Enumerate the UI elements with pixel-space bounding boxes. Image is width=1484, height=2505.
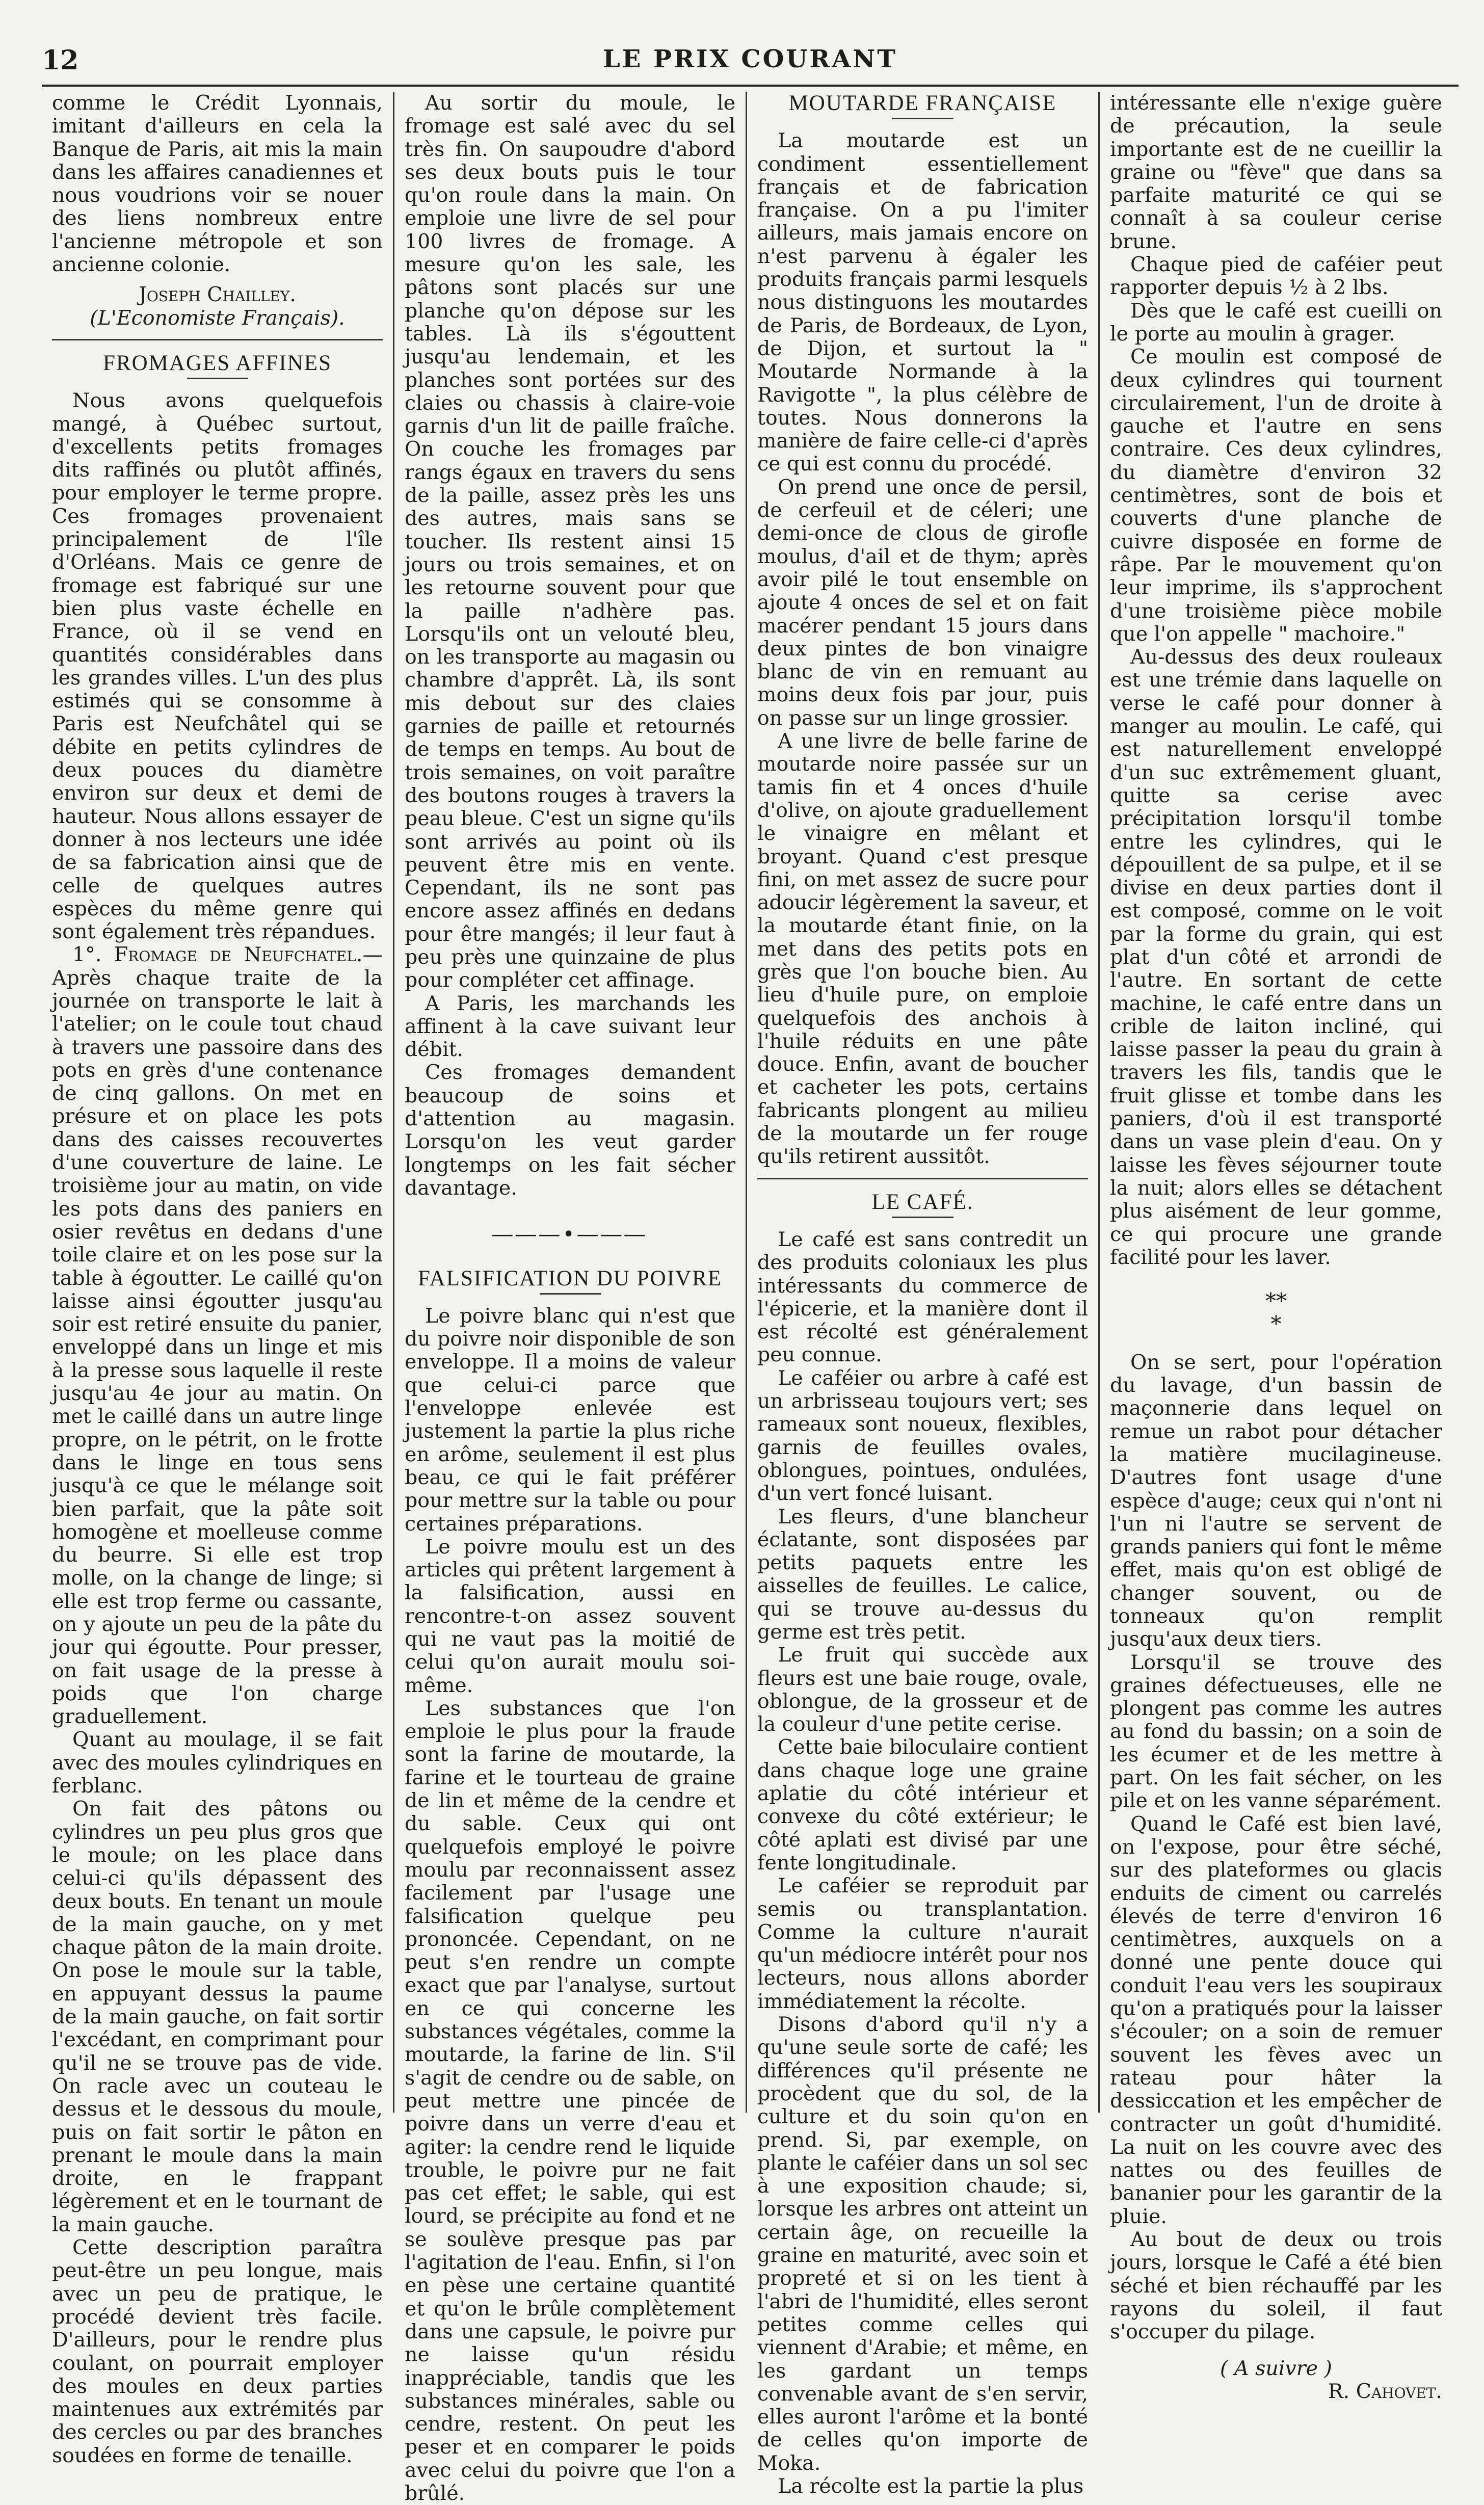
article-paragraph: Ces fromages demandent beaucoup de soins et d'attention au magasin. Lorsqu'on les veut garder longtemps on les fait sécher davantage. [405, 1061, 735, 1200]
subsection-title: 1°. Fromage de Neufchatel.— [72, 943, 383, 967]
ornament-divider: ―――•――― [492, 1223, 648, 1247]
article-paragraph: Le caféier se reproduit par semis ou transplantation. Comme la culture n'aurait qu'un médiocre intérêt pour nos lecteurs, nous allons aborder immédiatement la récolte. [757, 1874, 1088, 2013]
heading-rule [892, 118, 953, 119]
heading-rule [540, 1293, 601, 1295]
article-paragraph [52, 943, 383, 1728]
article-paragraph: On se sert, pour l'opération du lavage, d'un bassin de maçonnerie dans lequel on remue un rabot pour détacher la matière mucilagineuse. D'autres font usage d'une espèce d'auge; ceux qui n'ont ni l'un ni l'autre se servent de grands paniers qui font le même effet, mais qu'on est obligé de changer souvent, ou de tonneaux qu'on remplit jusqu'aux deux tiers. [1110, 1350, 1442, 1651]
section-rule [52, 339, 383, 340]
column-3 [747, 91, 1100, 2498]
article-heading: FALSIFICATION DU POIVRE [417, 1266, 723, 1290]
column-2 [394, 91, 747, 2505]
page-number: 12 [42, 45, 79, 76]
article-paragraph: Disons d'abord qu'il n'y a qu'une seule sorte de café; les différences qu'il présente ne procèdent que du sol, de la culture et du soin qu'on en prend. Si, par exemple, on plante le caféier dans un sol sec à une exposition chaude; si, lorsque les arbres ont atteint un certain âge, on recueille la graine en maturité, avec soin et propreté et si on les tient à l'abri de l'humidité, elles seront petites comme celles qui viennent d'Arabie; et même, en les gardant un temps convenable avant de s'en servir, elles auront l'arôme et la bonté de celles qu'on importe de Moka. [757, 2013, 1088, 2475]
article-paragraph: Ce moulin est composé de deux cylindres qui tournent circulairement, l'un de droite à gauche et l'autre en sens contraire. Ces deux cylindres, du diamètre d'environ 32 centimètres, sont de bois et couverts d'une planche de cuivre disposée en forme de râpe. Par le mouvement qu'on leur imprime, ils s'approchent d'une troisième pièce mobile que l'on appelle " machoire." [1110, 345, 1442, 646]
article-paragraph: Au bout de deux ou trois jours, lorsque le Café a été bien séché et bien réchauffé par les rayons du soleil, il faut s'occuper du pilage. [1110, 2228, 1442, 2344]
article-heading: LE CAFÉ. [871, 1190, 974, 1214]
article-paragraph: intéressante elle n'exige guère de précaution, la seule importante est de ne cueillir la graine ou "fève" que dans sa parfaite maturité ce qui se connaît à sa couleur cerise brune. [1110, 91, 1442, 253]
asterism-divider: ** * [1265, 1288, 1287, 1337]
article-paragraph: On prend une once de persil, de cerfeuil et de céleri; une demi-once de clous de girofle moulus, d'ail et de thym; après avoir pilé le tout ensemble on ajoute 4 onces de sel et on fait macérer pendant 15 jours dans deux pintes de bon vinaigre blanc de vin en remuant au moins deux fois par jour, puis on passe sur un linge grossier. [757, 475, 1088, 730]
article-paragraph: A une livre de belle farine de moutarde noire passée sur un tamis fin et 4 onces d'huile d'olive, on ajoute graduellement le vinaigre en mêlant et broyant. Quand c'est presque fini, on met assez de sucre pour adoucir légèrement la saveur, et la moutarde étant finie, on la met dans des petits pots en grès que l'on bouche bien. Au lieu d'huile pure, on emploie quelquefois des anchois à l'huile réduits en une pâte douce. Enfin, avant de boucher et cacheter les pots, certains fabricants plongent au milieu de la moutarde un fer rouge qu'ils retirent aussitôt. [757, 729, 1088, 1169]
article-paragraph: Le poivre moulu est un des articles qui prêtent largement à la falsification, aussi en rencontre-t-on assez souvent qui ne vaut pas la moitié de celui qu'on aurait moulu soi-même. [405, 1535, 735, 1697]
article-paragraph: Dès que le café est cueilli on le porte au moulin à grager. [1110, 299, 1442, 346]
article-paragraph: Cette baie biloculaire contient dans chaque loge une graine aplatie du côté intérieur et convexe du côté extérieur; le côté aplati est divisé par une fente longitudinale. [757, 1735, 1088, 1875]
paragraph-text: Après chaque traite de la journée on transporte le lait à l'atelier; on le coule tout chaud à travers une passoire dans des pots en grès d'une contenance de cinq gallons. On met en présure et on place les pots dans des caisses recouvertes d'une couverture de laine. Le troisième jour au matin, on vide les pots dans des paniers en osier revêtus en dedans d'une toile claire et on les pose sur la table à égoutter. Le caillé qu'on laisse ainsi égoutter jusqu'au soir est retiré ensuite du panier, enveloppé dans un linge et mis à la presse sous laquelle il reste jusqu'au 4e jour au matin. On met le caillé dans un autre linge propre, on le pétrit, on le frotte dans le linge en tous sens jusqu'à ce que le mélange soit bien parfait, que la pâte soit homogène et moelleuse comme du beurre. Si elle est trop molle, on la change de linge; si elle est trop ferme ou cassante, on y ajoute un peu de la pâte du jour qui égoutte. Pour presser, on fait usage de la presse à poids que l'on charge graduellement. [52, 966, 383, 1729]
article-paragraph: Le poivre blanc qui n'est que du poivre noir disponible de son enveloppe. Il a moins de valeur que celui-ci parce que l'enveloppe enlevée est justement la partie la plus riche en arôme, seulement il est plus beau, ce qui le fait préférer pour mettre sur la table ou pour certaines préparations. [405, 1304, 735, 1536]
article-heading: FROMAGES AFFINES [103, 351, 332, 375]
article-paragraph: Chaque pied de caféier peut rapporter depuis ½ à 2 lbs. [1110, 253, 1442, 300]
header-rule [42, 85, 1459, 87]
columns [42, 91, 1453, 2505]
continued-note: ( A suivre ) [1220, 2356, 1332, 2380]
article-paragraph: Les fleurs, d'une blancheur éclatante, sont disposées par petits paquets entre les aisselles de feuilles. Le calice, qui se trouve au-dessus du germe est très petit. [757, 1505, 1088, 1644]
article-paragraph: Au-dessus des deux rouleaux est une trémie dans laquelle on verse le café pour donner à manger au moulin. Le café, qui est naturellement enveloppé d'un suc extrêmement gluant, quitte sa cerise avec précipitation lorsqu'il tombe entre les cylindres, qui le dépouillent de sa pulpe, et il se divise en deux parties dont il est composé, comme on le voit par la forme du grain, qui est plat d'un côté et arrondi de l'autre. En sortant de cette machine, le café entre dans un crible de laiton incliné, qui laisse passer la peau du grain à travers les fils, tandis que le fruit glisse et tombe dans les paniers, d'où il est transporté dans un vase plein d'eau. On y laisse les fèves séjourner toute la nuit; alors elles se détachent plus aisément de leur gomme, ce qui procure une grande facilité pour les laver. [1110, 645, 1442, 1269]
article-paragraph: Le café est sans contredit un des produits coloniaux les plus intéressants du commerce de l'épicerie, et la manière dont il est récolté est généralement peu connue. [757, 1227, 1088, 1367]
article-paragraph: Le fruit qui succède aux fleurs est une baie rouge, ovale, oblongue, de la grosseur et de la couleur d'une petite cerise. [757, 1643, 1088, 1736]
article-paragraph: Les substances que l'on emploie le plus pour la fraude sont la farine de moutarde, la farine et le tourteau de graine de lin et même de la cendre et du sable. Ceux qui ont quelquefois employé le poivre moulu par reconnaissent assez facilement par l'usage une falsification quelque peu prononcée. Cependant, on ne peut s'en rendre un compte exact que par l'analyse, surtout en ce qui concerne les substances végétales, comme la moutarde, la farine de lin. S'il s'agit de cendre ou de sable, on peut mettre une pincée de poivre dans un verre d'eau et agiter: la cendre rend le liquide trouble, le poivre pur ne fait pas cet effet; le sable, qui est lourd, se précipite au fond et ne se soulève presque pas par l'agitation de l'eau. Enfin, si l'on en pèse une certaine quantité et qu'on le brûle complètement dans une capsule, le poivre pur ne laisse qu'un résidu inappréciable, tandis que les substances minérales, sable ou cendre, restent. On peut les peser et en comparer le poids avec celui du poivre que l'on a brûlé. [405, 1696, 735, 2505]
article-paragraph: Cette description paraîtra peut-être un peu longue, mais avec un peu de pratique, le procédé devient très facile. D'ailleurs, pour le rendre plus coulant, on pourrait employer des moules en deux parties maintenues aux extrémités par des cercles ou par des branches soudées en forme de tenaille. [52, 2236, 383, 2467]
article-paragraph: Quant au moulage, il se fait avec des moules cylindriques en ferblanc. [52, 1728, 383, 1798]
column-1 [42, 91, 394, 2467]
article-paragraph: Quand le Café est bien lavé, on l'expose, pour être séché, sur des plateformes ou glacis enduits de ciment ou carrelés élevés de terre d'environ 16 centimètres, auxquels on a donné une pente douce qui conduit l'eau vers les soupiraux qu'on a pratiqués pour la laisser s'écouler; on a soin de remuer souvent les fèves avec un rateau pour hâter la dessiccation et les empêcher de contracter un goût d'humidité. La nuit on les couvre avec des nattes ou des feuilles de bananier pour les garantir de la pluie. [1110, 1812, 1442, 2228]
article-paragraph: Au sortir du moule, le fromage est salé avec du sel très fin. On saupoudre d'abord ses deux bouts puis le tour qu'on roule dans la main. On emploie une livre de sel pour 100 livres de fromage. A mesure qu'on les sale, les pâtons sont placés sur une planche qu'on dépose sur les tables. Là ils s'égouttent jusqu'au lendemain, et les planches sont portées sur des claies ou chassis à claire-voie garnis d'un lit de paille fraîche. On couche les fromages par rangs égaux en travers du sens de la paille, assez près les uns des autres, mais sans se toucher. Ils restent ainsi 15 jours ou trois semaines, et on les retourne souvent pour que la paille n'adhère pas. Lorsqu'ils ont un velouté bleu, on les transporte au magasin ou chambre d'apprêt. Là, ils sont mis debout sur des claies garnies de paille et retournés de temps en temps. Au bout de trois semaines, on voit paraître des boutons rouges à travers la peau bleue. C'est un signe qu'ils sont arrivés au point où ils peuvent être mis en vente. Cependant, ils ne sont pas encore assez affinés en dedans pour être mangés; il leur faut à peu près une quinzaine de plus pour compléter cet affinage. [405, 91, 735, 992]
article-paragraph: comme le Crédit Lyonnais, imitant d'ailleurs en cela la Banque de Paris, ait mis la main dans les affaires canadiennes et nous voudrions voir se nouer des liens nombreux entre l'ancienne métropole et son ancienne colonie. [52, 91, 383, 277]
heading-rule [187, 378, 248, 379]
article-heading: MOUTARDE FRANÇAISE [788, 91, 1057, 115]
source-credit: (L'Economiste Français). [90, 306, 345, 330]
heading-rule [892, 1217, 953, 1218]
article-paragraph: Nous avons quelquefois mangé, à Québec surtout, d'excellents petits fromages dits raffinés ou plutôt affinés, pour employer le terme propre. Ces fromages provenaient principalement de l'île d'Orléans. Mais ce genre de fromage est fabriqué sur une bien plus vaste échelle en France, où il se vend en quantités considérables dans les grandes villes. L'un des plus estimés qui se consomme à Paris est Neufchâtel qui se débite en petits cylindres de deux pouces du diamètre environ sur deux et demi de hauteur. Nous allons essayer de donner à nos lecteurs une idée de sa fabrication ainsi que de celle de quelques autres espèces du même genre qui sont également très répandues. [52, 389, 383, 944]
column-4 [1100, 91, 1452, 2403]
article-paragraph: La moutarde est un condiment essentiellement français et de fabrication française. On a pu l'imiter ailleurs, mais jamais encore on n'est parvenu à égaler les produits français parmi lesquels nous distinguons les moutardes de Paris, de Bordeaux, de Lyon, de Dijon, et surtout la " Moutarde Normande à la Ravigotte ", la plus célèbre de toutes. Nous donnerons la manière de faire celle-ci d'après ce qui est connu du procédé. [757, 129, 1088, 476]
article-paragraph: La récolte est la partie la plus [778, 2474, 1084, 2498]
author-signature: Joseph Chailley. [139, 283, 296, 307]
article-paragraph: A Paris, les marchands les affinent à la cave suivant leur débit. [405, 991, 735, 1062]
author-signature: R. Cahovet. [1328, 2379, 1442, 2403]
article-paragraph: Le caféier ou arbre à café est un arbrisseau toujours vert; ses rameaux sont noueux, flexibles, garnis de feuilles ovales, oblongues, pointues, ondulées, d'un vert foncé luisant. [757, 1366, 1088, 1506]
page-header [42, 36, 1459, 76]
article-paragraph: On fait des pâtons ou cylindres un peu plus gros que le moule; on les place dans celui-ci qu'ils dépassent des deux bouts. En tenant un moule de la main gauche, on y met chaque pâton de la main droite. On pose le moule sur la table, en appuyant dessus la paume de la main gauche, on fait sortir l'excédant, en comprimant pour qu'il ne se trouve pas de vide. On racle avec un couteau le dessus et le dessous du moule, puis on fait sortir le pâton en prenant le moule dans la main droite, en le frappant légèrement et en le tournant de la main gauche. [52, 1797, 383, 2236]
article-paragraph: Lorsqu'il se trouve des graines défectueuses, elle ne plongent pas comme les autres au fond du bassin; on a soin de les écumer et de les mettre à part. On les fait sécher, on les pile et on les vanne séparément. [1110, 1650, 1442, 1813]
section-rule [757, 1178, 1088, 1179]
masthead-title: LE PRIX COURANT [602, 45, 898, 73]
